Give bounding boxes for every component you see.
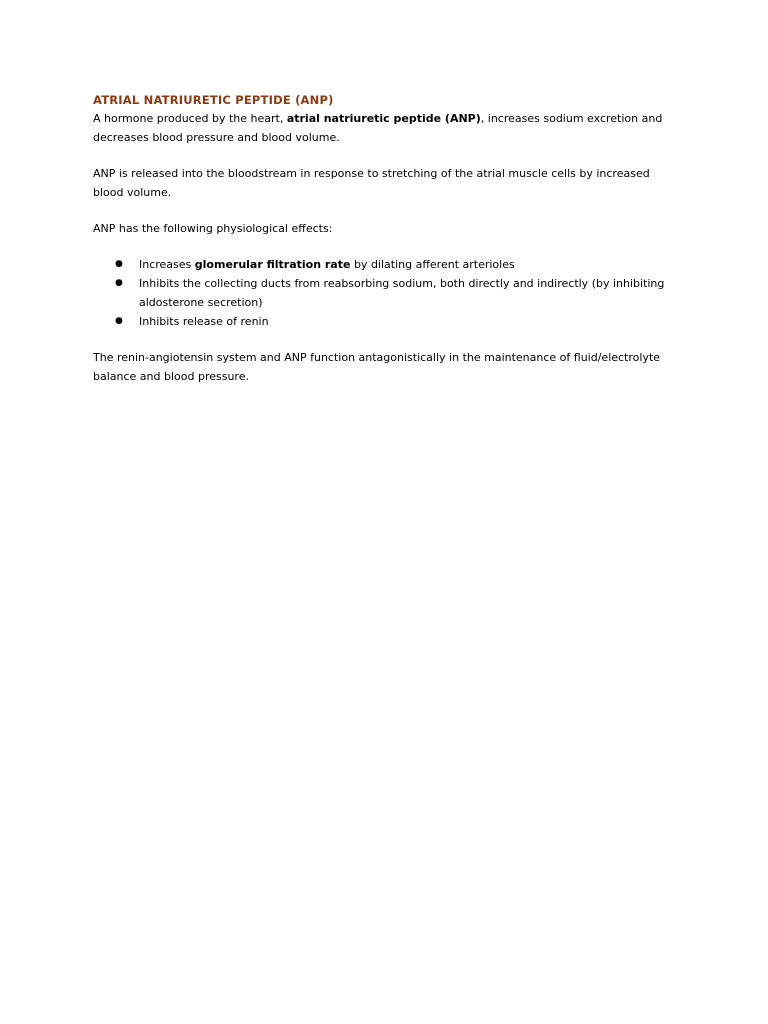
list-item <box>93 274 683 312</box>
intro-text-end: , increases sodium excretion and decreases blood pressure and blood volume. <box>93 112 663 144</box>
intro-paragraph <box>93 109 683 147</box>
bullet-icon: ● <box>115 278 123 288</box>
bullet-icon: ● <box>115 316 123 326</box>
intro-bold-term: atrial natriuretic peptide (ANP) <box>286 112 481 125</box>
effect-bold-term: glomerular filtration rate <box>194 258 351 271</box>
effect-text: Inhibits release of renin <box>139 315 269 328</box>
list-item <box>93 255 683 274</box>
release-paragraph: ANP is released into the bloodstream in response to stretching of the atrial muscle cells by increased blood volume. <box>93 167 650 199</box>
document-page <box>93 91 683 403</box>
effect-text: Inhibits the collecting ducts from reabsorbing sodium, both directly and indirectly (by inhibiting aldosterone secretion) <box>139 277 665 309</box>
list-item <box>93 312 683 331</box>
page-title: ATRIAL NATRIURETIC PEPTIDE (ANP) <box>93 93 334 107</box>
effect-text-start: Increases <box>139 258 195 271</box>
effects-list <box>93 255 683 331</box>
conclusion-paragraph: The renin-angiotensin system and ANP function antagonistically in the maintenance of fluid/electrolyte balance and blood pressure. <box>93 351 661 383</box>
bullet-icon: ● <box>115 259 123 269</box>
effect-text-end: by dilating afferent arterioles <box>350 258 515 271</box>
effects-intro-paragraph: ANP has the following physiological effects: <box>93 222 333 235</box>
intro-text-start: A hormone produced by the heart, <box>93 112 287 125</box>
